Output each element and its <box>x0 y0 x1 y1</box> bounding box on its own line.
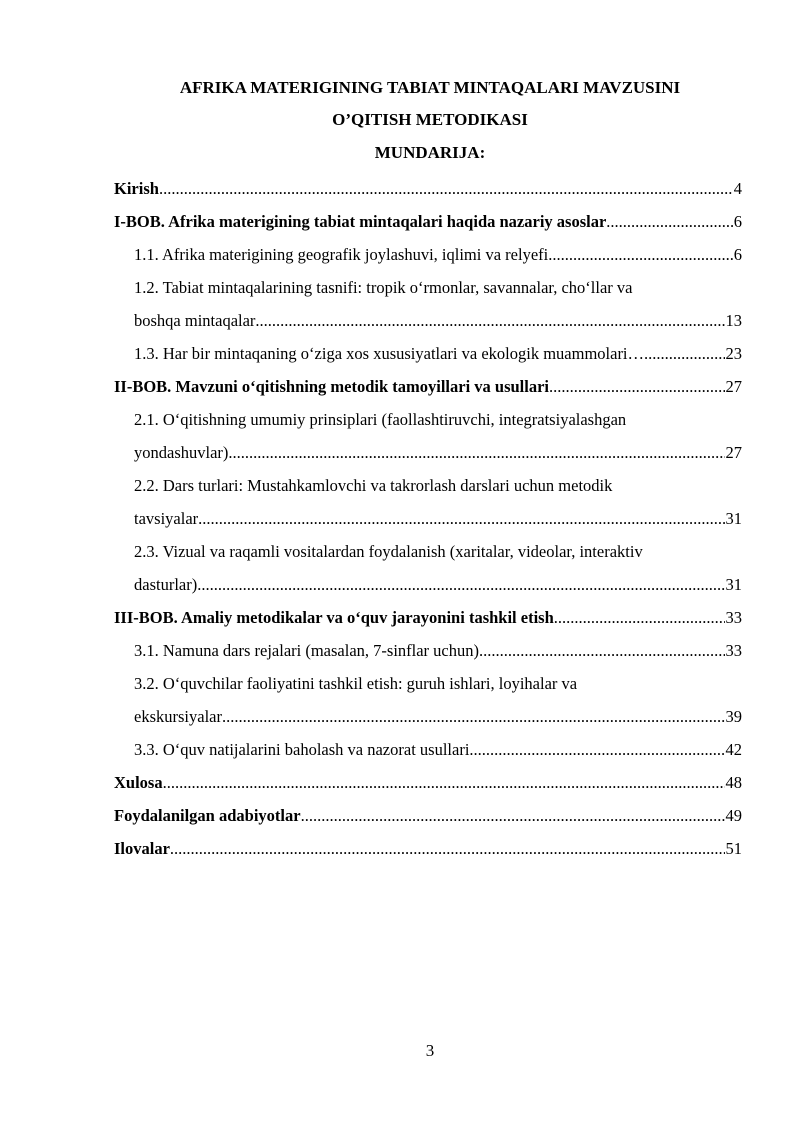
dot-leader <box>301 799 725 832</box>
toc-entry-label: I-BOB. Afrika materigining tabiat mintaqalari haqida nazariy asoslar <box>114 212 607 231</box>
toc-entry-label-line-2: yondashuvlar) <box>134 443 229 462</box>
toc-entry-section-3-3[interactable] <box>114 733 742 766</box>
toc-entry-label: 1.1. Afrika materigining geografik joylashuvi, iqlimi va relyefi <box>134 245 549 264</box>
toc-entry-chapter-2[interactable] <box>114 370 742 403</box>
toc-entry-label: III-BOB. Amaliy metodikalar va o‘quv jarayonini tashkil etish <box>114 608 554 627</box>
contents-heading: MUNDARIJA: <box>374 143 486 162</box>
toc-page-number: 39 <box>725 707 742 726</box>
toc-entry-chapter-3[interactable] <box>114 601 742 634</box>
toc-page-number: 51 <box>725 839 742 858</box>
toc-entry-chapter-1[interactable] <box>114 205 742 238</box>
toc-page-number: 33 <box>725 608 742 627</box>
table-of-contents <box>114 172 742 865</box>
toc-page-number: 6 <box>733 212 742 231</box>
dot-leader <box>606 205 732 238</box>
toc-entry-label: II-BOB. Mavzuni o‘qitishning metodik tamoyillari va usullari <box>114 377 550 396</box>
toc-page-number: 49 <box>725 806 742 825</box>
toc-entry-label-line-1: 1.2. Tabiat mintaqalarining tasnifi: tropik o‘rmonlar, savannalar, cho‘llar va <box>134 278 633 297</box>
toc-entry-section-2-3[interactable] <box>114 535 742 601</box>
toc-entry-label: Ilovalar <box>114 839 170 858</box>
toc-page-number: 27 <box>725 377 742 396</box>
dot-leader <box>222 700 725 733</box>
dot-leader <box>255 304 724 337</box>
dot-leader <box>197 568 724 601</box>
dot-leader <box>198 502 724 535</box>
toc-entry-label-line-1: 2.3. Vizual va raqamli vositalardan foydalanish (xaritalar, videolar, interaktiv <box>134 542 643 561</box>
toc-entry-label-line-1: 3.2. O‘quvchilar faoliyatini tashkil etish: guruh ishlari, loyihalar va <box>134 674 578 693</box>
dot-leader <box>228 436 724 469</box>
toc-page-number: 23 <box>725 344 742 363</box>
toc-entry-section-2-2[interactable] <box>114 469 742 535</box>
toc-page-number: 6 <box>733 245 742 264</box>
toc-entry-section-1-2[interactable] <box>114 271 742 337</box>
toc-entry-label-line-2: boshqa mintaqalar <box>134 311 256 330</box>
dot-leader <box>549 370 724 403</box>
toc-entry-label: 3.3. O‘quv natijalarini baholash va nazorat usullari <box>134 740 470 759</box>
toc-entry-label: Xulosa <box>114 773 163 792</box>
document-title-line-2: O’QITISH METODIKASI <box>332 110 528 129</box>
toc-entry-kirish[interactable] <box>114 172 742 205</box>
toc-entry-label-line-2: tavsiyalar <box>134 509 199 528</box>
toc-page-number: 42 <box>725 740 742 759</box>
toc-entry-label: 1.3. Har bir mintaqaning o‘ziga xos xususiyatlari va ekologik muammolari… <box>134 344 645 363</box>
toc-entry-label: 3.1. Namuna dars rejalari (masalan, 7-sinflar uchun) <box>134 641 479 660</box>
toc-entry-ilovalar[interactable] <box>114 832 742 865</box>
dot-leader <box>159 172 733 205</box>
toc-page-number: 31 <box>725 509 742 528</box>
dot-leader <box>479 634 725 667</box>
toc-page-number: 31 <box>725 575 742 594</box>
dot-leader <box>170 832 725 865</box>
document-title-line-1: AFRIKA MATERIGINING TABIAT MINTAQALARI MAVZUSINI <box>179 78 681 97</box>
toc-entry-label-line-1: 2.1. O‘qitishning umumiy prinsiplari (faollashtiruvchi, integratsiyalashgan <box>134 410 627 429</box>
toc-page-number: 13 <box>725 311 742 330</box>
dot-leader <box>548 238 733 271</box>
dot-leader <box>644 337 724 370</box>
toc-entry-section-1-3[interactable] <box>114 337 742 370</box>
toc-page-number: 33 <box>725 641 742 660</box>
toc-entry-label-line-2: dasturlar) <box>134 575 198 594</box>
toc-page-number: 48 <box>725 773 742 792</box>
dot-leader <box>554 601 725 634</box>
toc-entry-section-3-1[interactable] <box>114 634 742 667</box>
toc-page-number: 4 <box>733 179 742 198</box>
toc-entry-label: Kirish <box>114 179 159 198</box>
toc-entry-label: Foydalanilgan adabiyotlar <box>114 806 301 825</box>
toc-entry-section-1-1[interactable] <box>114 238 742 271</box>
toc-entry-section-3-2[interactable] <box>114 667 742 733</box>
page-number: 3 <box>425 1041 435 1060</box>
toc-entry-label-line-1: 2.2. Dars turlari: Mustahkamlovchi va takrorlash darslari uchun metodik <box>134 476 613 495</box>
toc-page-number: 27 <box>725 443 742 462</box>
toc-entry-xulosa[interactable] <box>114 766 742 799</box>
dot-leader <box>163 766 725 799</box>
toc-entry-adabiyotlar[interactable] <box>114 799 742 832</box>
dot-leader <box>469 733 724 766</box>
toc-entry-label-line-2: ekskursiyalar <box>134 707 222 726</box>
toc-entry-section-2-1[interactable] <box>114 403 742 469</box>
